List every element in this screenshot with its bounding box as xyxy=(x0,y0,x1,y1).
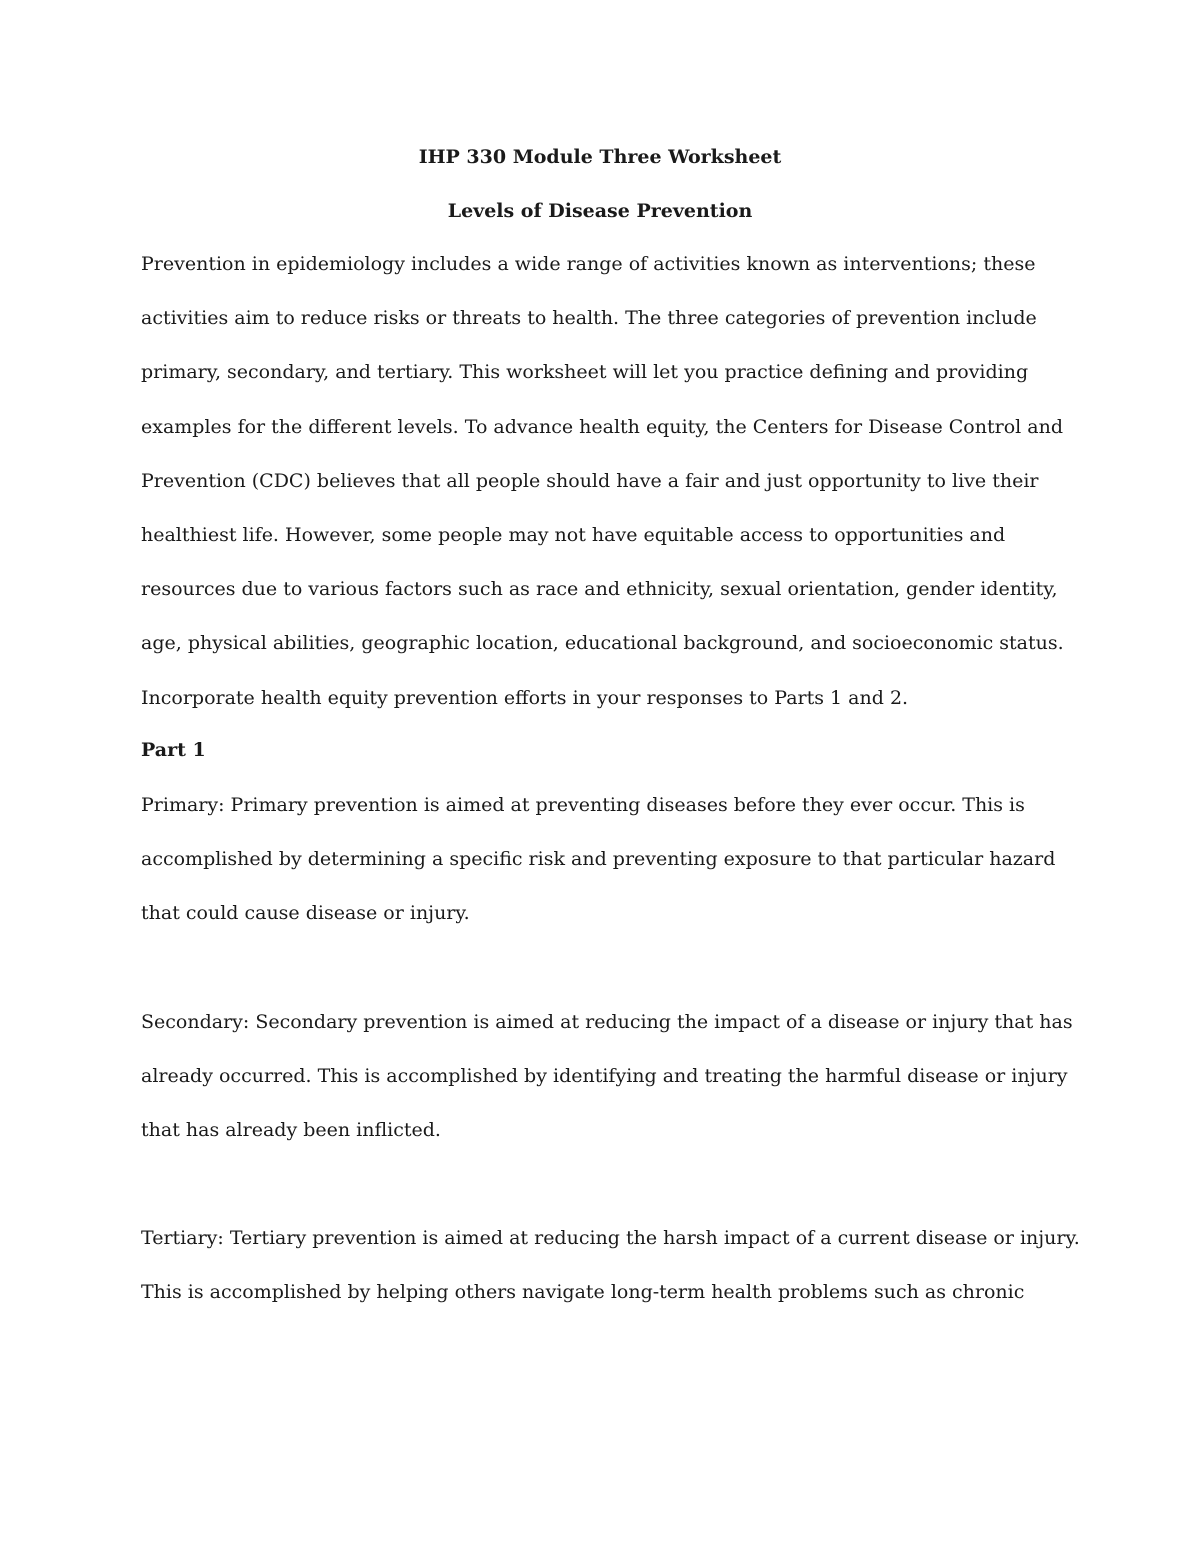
intro-paragraph xyxy=(141,237,1066,725)
intro-line: Prevention (CDC) believes that all people should have a fair and just opportunity to live their xyxy=(141,469,1039,492)
primary-line: Primary: Primary prevention is aimed at preventing diseases before they ever occur. This is xyxy=(141,794,1025,816)
primary-line: that could cause disease or injury. xyxy=(141,902,470,925)
intro-line: Incorporate health equity prevention efforts in your responses to Parts 1 and 2. xyxy=(141,686,909,709)
intro-line: resources due to various factors such as race and ethnicity, sexual orientation, gender identity, xyxy=(141,578,1058,601)
intro-line: examples for the different levels. To advance health equity, the Centers for Disease Control and xyxy=(141,415,1063,438)
tertiary-line: This is accomplished by helping others navigate long-term health problems such as chronic xyxy=(141,1281,1025,1304)
primary-line: accomplished by determining a specific risk and preventing exposure to that particular hazard xyxy=(141,848,1056,871)
intro-line: primary, secondary, and tertiary. This worksheet will let you practice defining and providing xyxy=(141,361,1029,384)
part-1-heading: Part 1 xyxy=(141,739,206,761)
intro-line: age, physical abilities, geographic location, educational background, and socioeconomic status. xyxy=(141,632,1064,655)
document-subtitle: Levels of Disease Prevention xyxy=(447,200,753,222)
intro-line: activities aim to reduce risks or threats to health. The three categories of prevention include xyxy=(141,307,1037,330)
secondary-line: already occurred. This is accomplished by identifying and treating the harmful disease or injury xyxy=(141,1065,1068,1088)
document-title: IHP 330 Module Three Worksheet xyxy=(418,146,782,168)
primary-paragraph xyxy=(141,778,1066,941)
intro-line: Prevention in epidemiology includes a wide range of activities known as interventions; these xyxy=(141,253,1036,275)
secondary-line: Secondary: Secondary prevention is aimed at reducing the impact of a disease or injury that has xyxy=(141,1011,1073,1033)
intro-line: healthiest life. However, some people may not have equitable access to opportunities and xyxy=(141,523,1006,546)
secondary-paragraph xyxy=(141,995,1073,1158)
secondary-line: that has already been inflicted. xyxy=(141,1119,441,1142)
tertiary-paragraph xyxy=(141,1211,1080,1319)
tertiary-line: Tertiary: Tertiary prevention is aimed at reducing the harsh impact of a current disease or injury. xyxy=(141,1227,1080,1249)
